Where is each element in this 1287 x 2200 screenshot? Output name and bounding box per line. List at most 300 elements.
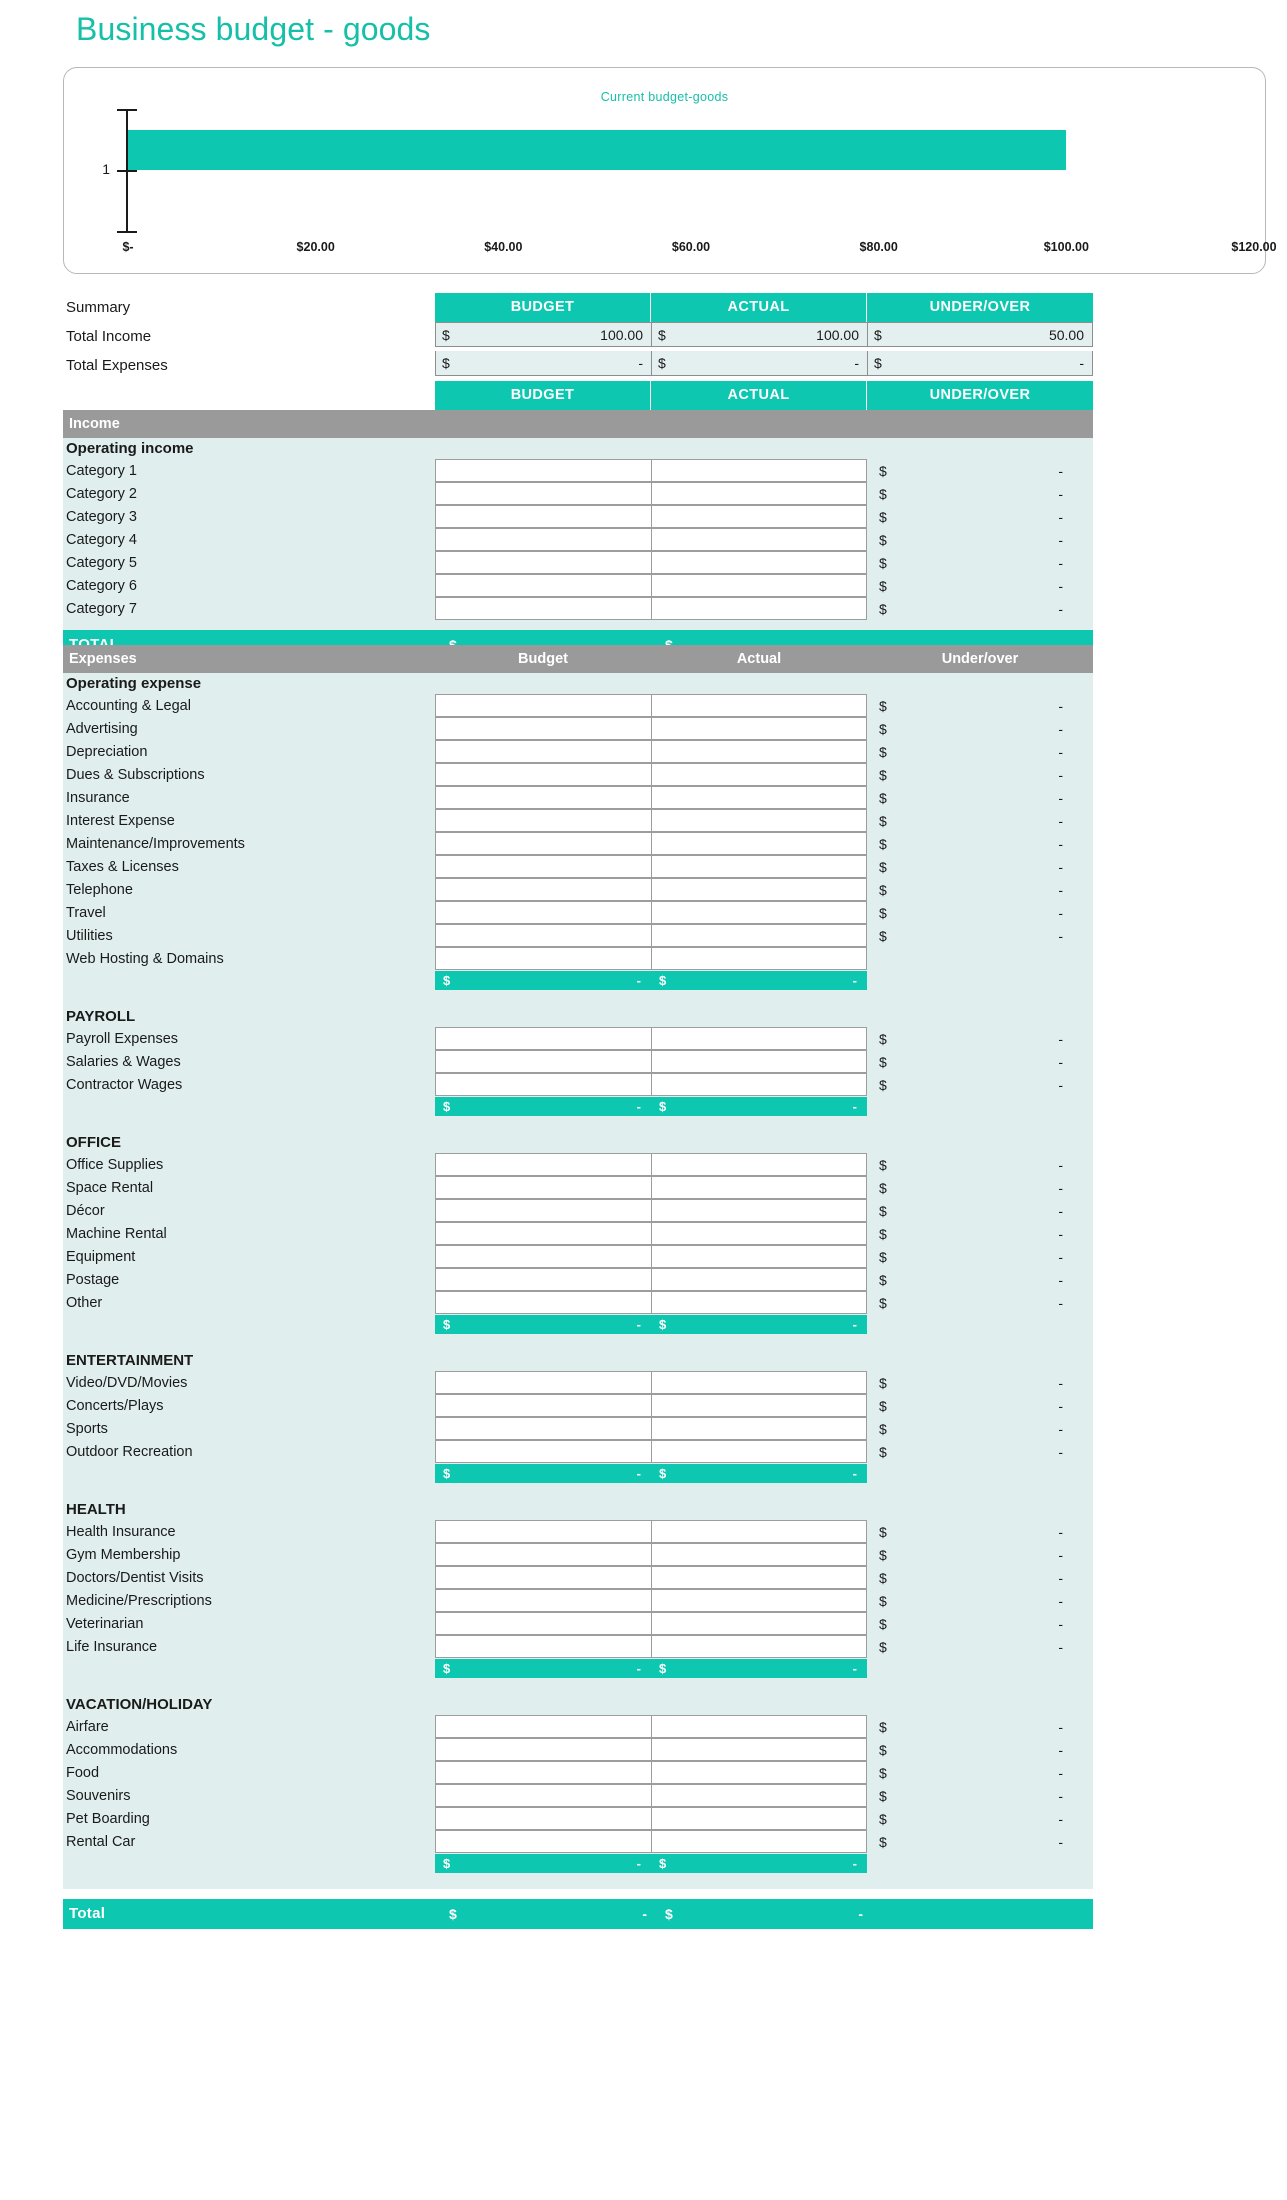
budget-input-cell[interactable] [435,551,651,574]
actual-input-cell[interactable] [651,1199,867,1222]
actual-input-cell[interactable] [651,832,867,855]
budget-input-cell[interactable] [435,1589,651,1612]
actual-input-cell[interactable] [651,1268,867,1291]
subtotal-spacer [63,971,435,990]
amount-value: - [1058,859,1063,875]
actual-input-cell[interactable] [651,740,867,763]
under-over-cell [867,483,1093,506]
under-over-cell [867,1739,1093,1762]
budget-input-cell[interactable] [435,528,651,551]
under-over-cell [867,1051,1093,1074]
under-over-cell [867,460,1093,483]
actual-input-cell[interactable] [651,878,867,901]
amount-value: - [1058,1639,1063,1655]
budget-input-cell[interactable] [435,574,651,597]
budget-input-cell[interactable] [435,1073,651,1096]
currency-symbol: $ [879,578,887,594]
line-item-label: Video/DVD/Movies [66,1375,188,1391]
under-over-cell [867,695,1093,718]
line-item-label: Utilities [66,928,113,944]
budget-input-cell[interactable] [435,1612,651,1635]
line-item-label: Category 5 [66,555,137,571]
line-item-label: Maintenance/Improvements [66,836,245,852]
budget-line-item [63,1200,1093,1223]
line-item-label: Food [66,1765,100,1781]
amount-value: - [636,1856,641,1871]
amount-value: - [638,355,643,371]
summary-header-budget: BUDGET [435,293,651,322]
subtotal-spacer [63,1854,435,1873]
actual-input-cell[interactable] [651,551,867,574]
line-item-label: Other [66,1295,103,1311]
currency-symbol: $ [879,698,887,714]
actual-input-cell[interactable] [651,1222,867,1245]
chart-x-tick-label: $20.00 [296,240,335,254]
grand-total-row [63,1899,1093,1929]
currency-symbol: $ [879,1834,887,1850]
budget-input-cell[interactable] [435,1830,651,1853]
amount-value: - [1058,578,1063,594]
amount-value: - [1058,1054,1063,1070]
subtotal-under-over-spacer [867,1097,1093,1116]
actual-input-cell[interactable] [651,1417,867,1440]
actual-input-cell[interactable] [651,1394,867,1417]
income-header-under-over: UNDER/OVER [867,381,1093,410]
summary-actual-cell[interactable] [651,351,867,376]
currency-symbol: $ [443,1661,451,1676]
currency-symbol: $ [879,1719,887,1735]
income-header-actual: ACTUAL [651,381,867,410]
budget-input-cell[interactable] [435,1394,651,1417]
subtotal-actual-cell [651,1854,867,1873]
under-over-cell [867,810,1093,833]
under-over-cell [867,1613,1093,1636]
expenses-header-actual: Actual [736,651,782,667]
actual-input-cell[interactable] [651,717,867,740]
actual-input-cell[interactable] [651,459,867,482]
line-item-label: Category 3 [66,509,137,525]
amount-value: - [1058,1375,1063,1391]
amount-value: - [1058,790,1063,806]
amount-value: - [1058,767,1063,783]
currency-symbol: $ [879,905,887,921]
budget-input-cell[interactable] [435,1245,651,1268]
expense-group-title: HEALTH [66,1501,126,1518]
budget-input-cell[interactable] [435,1807,651,1830]
budget-input-cell[interactable] [435,694,651,717]
expense-group-title: VACATION/HOLIDAY [66,1696,213,1713]
actual-input-cell[interactable] [651,1566,867,1589]
budget-input-cell[interactable] [435,763,651,786]
summary-under-over-cell[interactable] [867,351,1093,376]
budget-line-item [63,1762,1093,1785]
summary-under-over-cell[interactable] [867,322,1093,347]
amount-value: - [1058,1180,1063,1196]
budget-line-item [63,1739,1093,1762]
budget-input-cell[interactable] [435,1291,651,1314]
budget-input-cell[interactable] [435,1715,651,1738]
amount-value: - [1058,1249,1063,1265]
chart-bar-series-1 [128,130,1066,170]
group-subtotal-row [63,971,1093,990]
grand-total-actual-currency: $ [665,1906,673,1922]
subtotal-spacer [63,1464,435,1483]
currency-symbol: $ [879,1272,887,1288]
chart-x-tick-label: $- [122,240,134,254]
expenses-band-label: Expenses [69,651,137,667]
budget-input-cell[interactable] [435,786,651,809]
budget-input-cell[interactable] [435,740,651,763]
line-item-label: Salaries & Wages [66,1054,181,1070]
actual-input-cell[interactable] [651,1830,867,1853]
amount-value: - [1058,1742,1063,1758]
income-header-budget: BUDGET [435,381,651,410]
under-over-cell [867,1544,1093,1567]
under-over-cell [867,1567,1093,1590]
actual-input-cell[interactable] [651,1784,867,1807]
group-subtotal-row [63,1659,1093,1678]
amount-value: - [636,1466,641,1481]
summary-row-label: Total Expenses [66,357,168,374]
currency-symbol: $ [879,1616,887,1632]
amount-value: - [1058,928,1063,944]
subtotal-under-over-spacer [867,971,1093,990]
budget-line-item [63,902,1093,925]
budget-input-cell[interactable] [435,1784,651,1807]
actual-input-cell[interactable] [651,1589,867,1612]
budget-input-cell[interactable] [435,505,651,528]
currency-symbol: $ [879,1570,887,1586]
actual-input-cell[interactable] [651,1027,867,1050]
subtotal-actual-cell [651,971,867,990]
line-item-label: Interest Expense [66,813,175,829]
subtotal-budget-cell [435,1315,651,1334]
budget-input-cell[interactable] [435,1520,651,1543]
actual-input-cell[interactable] [651,1371,867,1394]
summary-budget-cell[interactable] [435,351,651,376]
actual-input-cell[interactable] [651,1715,867,1738]
under-over-cell [867,925,1093,948]
under-over-cell [867,1223,1093,1246]
subtotal-spacer [63,1097,435,1116]
amount-value: 100.00 [816,327,859,343]
summary-actual-cell[interactable] [651,322,867,347]
budget-line-item [63,1716,1093,1739]
amount-value: - [1058,463,1063,479]
currency-symbol: $ [879,1157,887,1173]
actual-input-cell[interactable] [651,786,867,809]
subtotal-under-over-spacer [867,1315,1093,1334]
group-gap [63,990,1093,1006]
budget-line-item [63,552,1093,575]
group-subtotal-row [63,1854,1093,1873]
currency-symbol: $ [879,1249,887,1265]
amount-value: 50.00 [1048,327,1084,343]
currency-symbol: $ [879,1788,887,1804]
actual-input-cell[interactable] [651,1073,867,1096]
line-item-label: Accounting & Legal [66,698,191,714]
income-band-label: Income [69,416,120,432]
actual-input-cell[interactable] [651,1738,867,1761]
amount-value: - [1058,1203,1063,1219]
under-over-cell [867,529,1093,552]
chart-x-tick-label: $80.00 [859,240,898,254]
income-table [63,381,1093,660]
budget-input-cell[interactable] [435,1268,651,1291]
under-over-cell [867,1590,1093,1613]
under-over-cell [867,1762,1093,1785]
currency-symbol: $ [879,1547,887,1563]
budget-line-item [63,1590,1093,1613]
currency-symbol: $ [879,463,887,479]
actual-input-cell[interactable] [651,694,867,717]
budget-line-item [63,1808,1093,1831]
budget-input-cell[interactable] [435,1440,651,1463]
grand-total-under-over [873,1899,1099,1929]
group-gap [63,1678,1093,1694]
budget-line-item [63,1544,1093,1567]
currency-symbol: $ [659,1099,667,1114]
summary-header-row [63,293,1093,322]
line-item-label: Postage [66,1272,120,1288]
actual-input-cell[interactable] [651,1291,867,1314]
amount-value: - [636,973,641,988]
amount-value: - [852,1317,857,1332]
chart-x-tick-label: $120.00 [1231,240,1277,254]
income-bottom-gap [63,621,1093,630]
budget-input-cell[interactable] [435,855,651,878]
budget-input-cell[interactable] [435,1635,651,1658]
income-header-row [63,381,1093,410]
budget-input-cell[interactable] [435,459,651,482]
under-over-cell [867,1808,1093,1831]
budget-input-cell[interactable] [435,947,651,970]
summary-header-actual: ACTUAL [651,293,867,322]
amount-value: - [1058,1593,1063,1609]
actual-input-cell[interactable] [651,1176,867,1199]
currency-symbol: $ [879,882,887,898]
currency-symbol: $ [879,1031,887,1047]
under-over-cell [867,1177,1093,1200]
amount-value: - [1058,1765,1063,1781]
amount-value: - [1079,355,1084,371]
budget-line-item [63,1177,1093,1200]
under-over-cell [867,1269,1093,1292]
actual-input-cell[interactable] [651,482,867,505]
budget-line-item [63,1521,1093,1544]
line-item-label: Category 7 [66,601,137,617]
currency-symbol: $ [879,1375,887,1391]
actual-input-cell[interactable] [651,1153,867,1176]
amount-value: - [636,1661,641,1676]
currency-symbol: $ [659,1317,667,1332]
currency-symbol: $ [879,1742,887,1758]
line-item-label: Health Insurance [66,1524,176,1540]
budget-input-cell[interactable] [435,901,651,924]
budget-input-cell[interactable] [435,1738,651,1761]
budget-line-item [63,833,1093,856]
line-item-label: Outdoor Recreation [66,1444,193,1460]
budget-line-item [63,483,1093,506]
currency-symbol: $ [874,327,882,343]
currency-symbol: $ [879,1398,887,1414]
under-over-cell [867,1246,1093,1269]
under-over-cell [867,1636,1093,1659]
currency-symbol: $ [874,355,882,371]
budget-input-cell[interactable] [435,924,651,947]
actual-input-cell[interactable] [651,855,867,878]
currency-symbol: $ [879,1444,887,1460]
expenses-section-band [63,645,1093,673]
line-item-label: Travel [66,905,106,921]
actual-input-cell[interactable] [651,1635,867,1658]
amount-value: - [1058,509,1063,525]
amount-value: - [1058,532,1063,548]
budget-input-cell[interactable] [435,482,651,505]
amount-value: - [1058,601,1063,617]
budget-input-cell[interactable] [435,1761,651,1784]
under-over-cell [867,1785,1093,1808]
amount-value: - [1058,698,1063,714]
currency-symbol: $ [879,813,887,829]
budget-input-cell[interactable] [435,1050,651,1073]
actual-input-cell[interactable] [651,1761,867,1784]
budget-line-item [63,575,1093,598]
budget-line-item [63,1831,1093,1854]
chart-y-tick-label: 1 [102,161,110,177]
under-over-cell [867,1154,1093,1177]
budget-input-cell[interactable] [435,832,651,855]
actual-input-cell[interactable] [651,597,867,620]
budget-line-item [63,1441,1093,1464]
budget-line-item [63,1028,1093,1051]
under-over-cell [867,1028,1093,1051]
line-item-label: Equipment [66,1249,136,1265]
budget-line-item [63,1418,1093,1441]
currency-symbol: $ [879,1226,887,1242]
income-header-spacer [63,381,435,410]
grand-total-label: Total [69,1905,106,1922]
under-over-cell [867,506,1093,529]
currency-symbol: $ [879,601,887,617]
amount-value: - [1058,1570,1063,1586]
actual-input-cell[interactable] [651,947,867,970]
budget-line-item [63,1246,1093,1269]
under-over-cell [867,552,1093,575]
actual-input-cell[interactable] [651,809,867,832]
currency-symbol: $ [443,1317,451,1332]
budget-input-cell[interactable] [435,1417,651,1440]
actual-input-cell[interactable] [651,528,867,551]
actual-input-cell[interactable] [651,1520,867,1543]
budget-input-cell[interactable] [435,1222,651,1245]
amount-value: - [1058,1031,1063,1047]
grand-total-wrapper [63,1899,1093,1929]
line-item-label: Décor [66,1203,105,1219]
budget-input-cell[interactable] [435,1176,651,1199]
amount-value: - [1058,1398,1063,1414]
chart-y-axis-cap-bottom [117,231,137,233]
budget-line-item [63,695,1093,718]
budget-input-cell[interactable] [435,878,651,901]
actual-input-cell[interactable] [651,1440,867,1463]
line-item-label: Sports [66,1421,108,1437]
budget-input-cell[interactable] [435,717,651,740]
currency-symbol: $ [879,1765,887,1781]
amount-value: - [636,1099,641,1114]
currency-symbol: $ [879,859,887,875]
grand-total-budget-value: - [642,1906,647,1922]
summary-row-label: Total Income [66,328,152,345]
actual-input-cell[interactable] [651,1612,867,1635]
line-item-label: Telephone [66,882,133,898]
amount-value: - [852,1466,857,1481]
currency-symbol: $ [879,1639,887,1655]
line-item-label: Depreciation [66,744,148,760]
budget-input-cell[interactable] [435,1199,651,1222]
budget-input-cell[interactable] [435,1566,651,1589]
under-over-cell [867,1716,1093,1739]
budget-line-item [63,1051,1093,1074]
budget-input-cell[interactable] [435,1153,651,1176]
currency-symbol: $ [879,509,887,525]
budget-line-item [63,879,1093,902]
income-body [63,438,1093,630]
summary-budget-cell[interactable] [435,322,651,347]
currency-symbol: $ [442,327,450,343]
actual-input-cell[interactable] [651,574,867,597]
line-item-label: Life Insurance [66,1639,158,1655]
subtotal-spacer [63,1315,435,1334]
budget-input-cell[interactable] [435,1543,651,1566]
actual-input-cell[interactable] [651,1050,867,1073]
under-over-cell [867,598,1093,621]
actual-input-cell[interactable] [651,924,867,947]
under-over-cell [867,1831,1093,1854]
amount-value: - [1058,1811,1063,1827]
subtotal-budget-cell [435,971,651,990]
actual-input-cell[interactable] [651,1543,867,1566]
budget-input-cell[interactable] [435,809,651,832]
grand-total-budget [441,1899,657,1929]
amount-value: - [1058,1616,1063,1632]
actual-input-cell[interactable] [651,505,867,528]
budget-line-item [63,1636,1093,1659]
budget-line-item [63,925,1093,948]
currency-symbol: $ [443,1099,451,1114]
budget-line-item [63,460,1093,483]
currency-symbol: $ [879,1180,887,1196]
amount-value: - [636,1317,641,1332]
actual-input-cell[interactable] [651,1245,867,1268]
budget-input-cell[interactable] [435,597,651,620]
amount-value: - [1058,836,1063,852]
income-band-under-over [867,410,1093,438]
under-over-cell [867,856,1093,879]
actual-input-cell[interactable] [651,901,867,924]
summary-table [63,293,1093,380]
budget-input-cell[interactable] [435,1371,651,1394]
income-section-band [63,410,1093,438]
actual-input-cell[interactable] [651,1807,867,1830]
currency-symbol: $ [443,973,451,988]
budget-input-cell[interactable] [435,1027,651,1050]
group-gap [63,1334,1093,1350]
actual-input-cell[interactable] [651,763,867,786]
currency-symbol: $ [879,767,887,783]
subtotal-under-over-spacer [867,1659,1093,1678]
currency-symbol: $ [879,790,887,806]
